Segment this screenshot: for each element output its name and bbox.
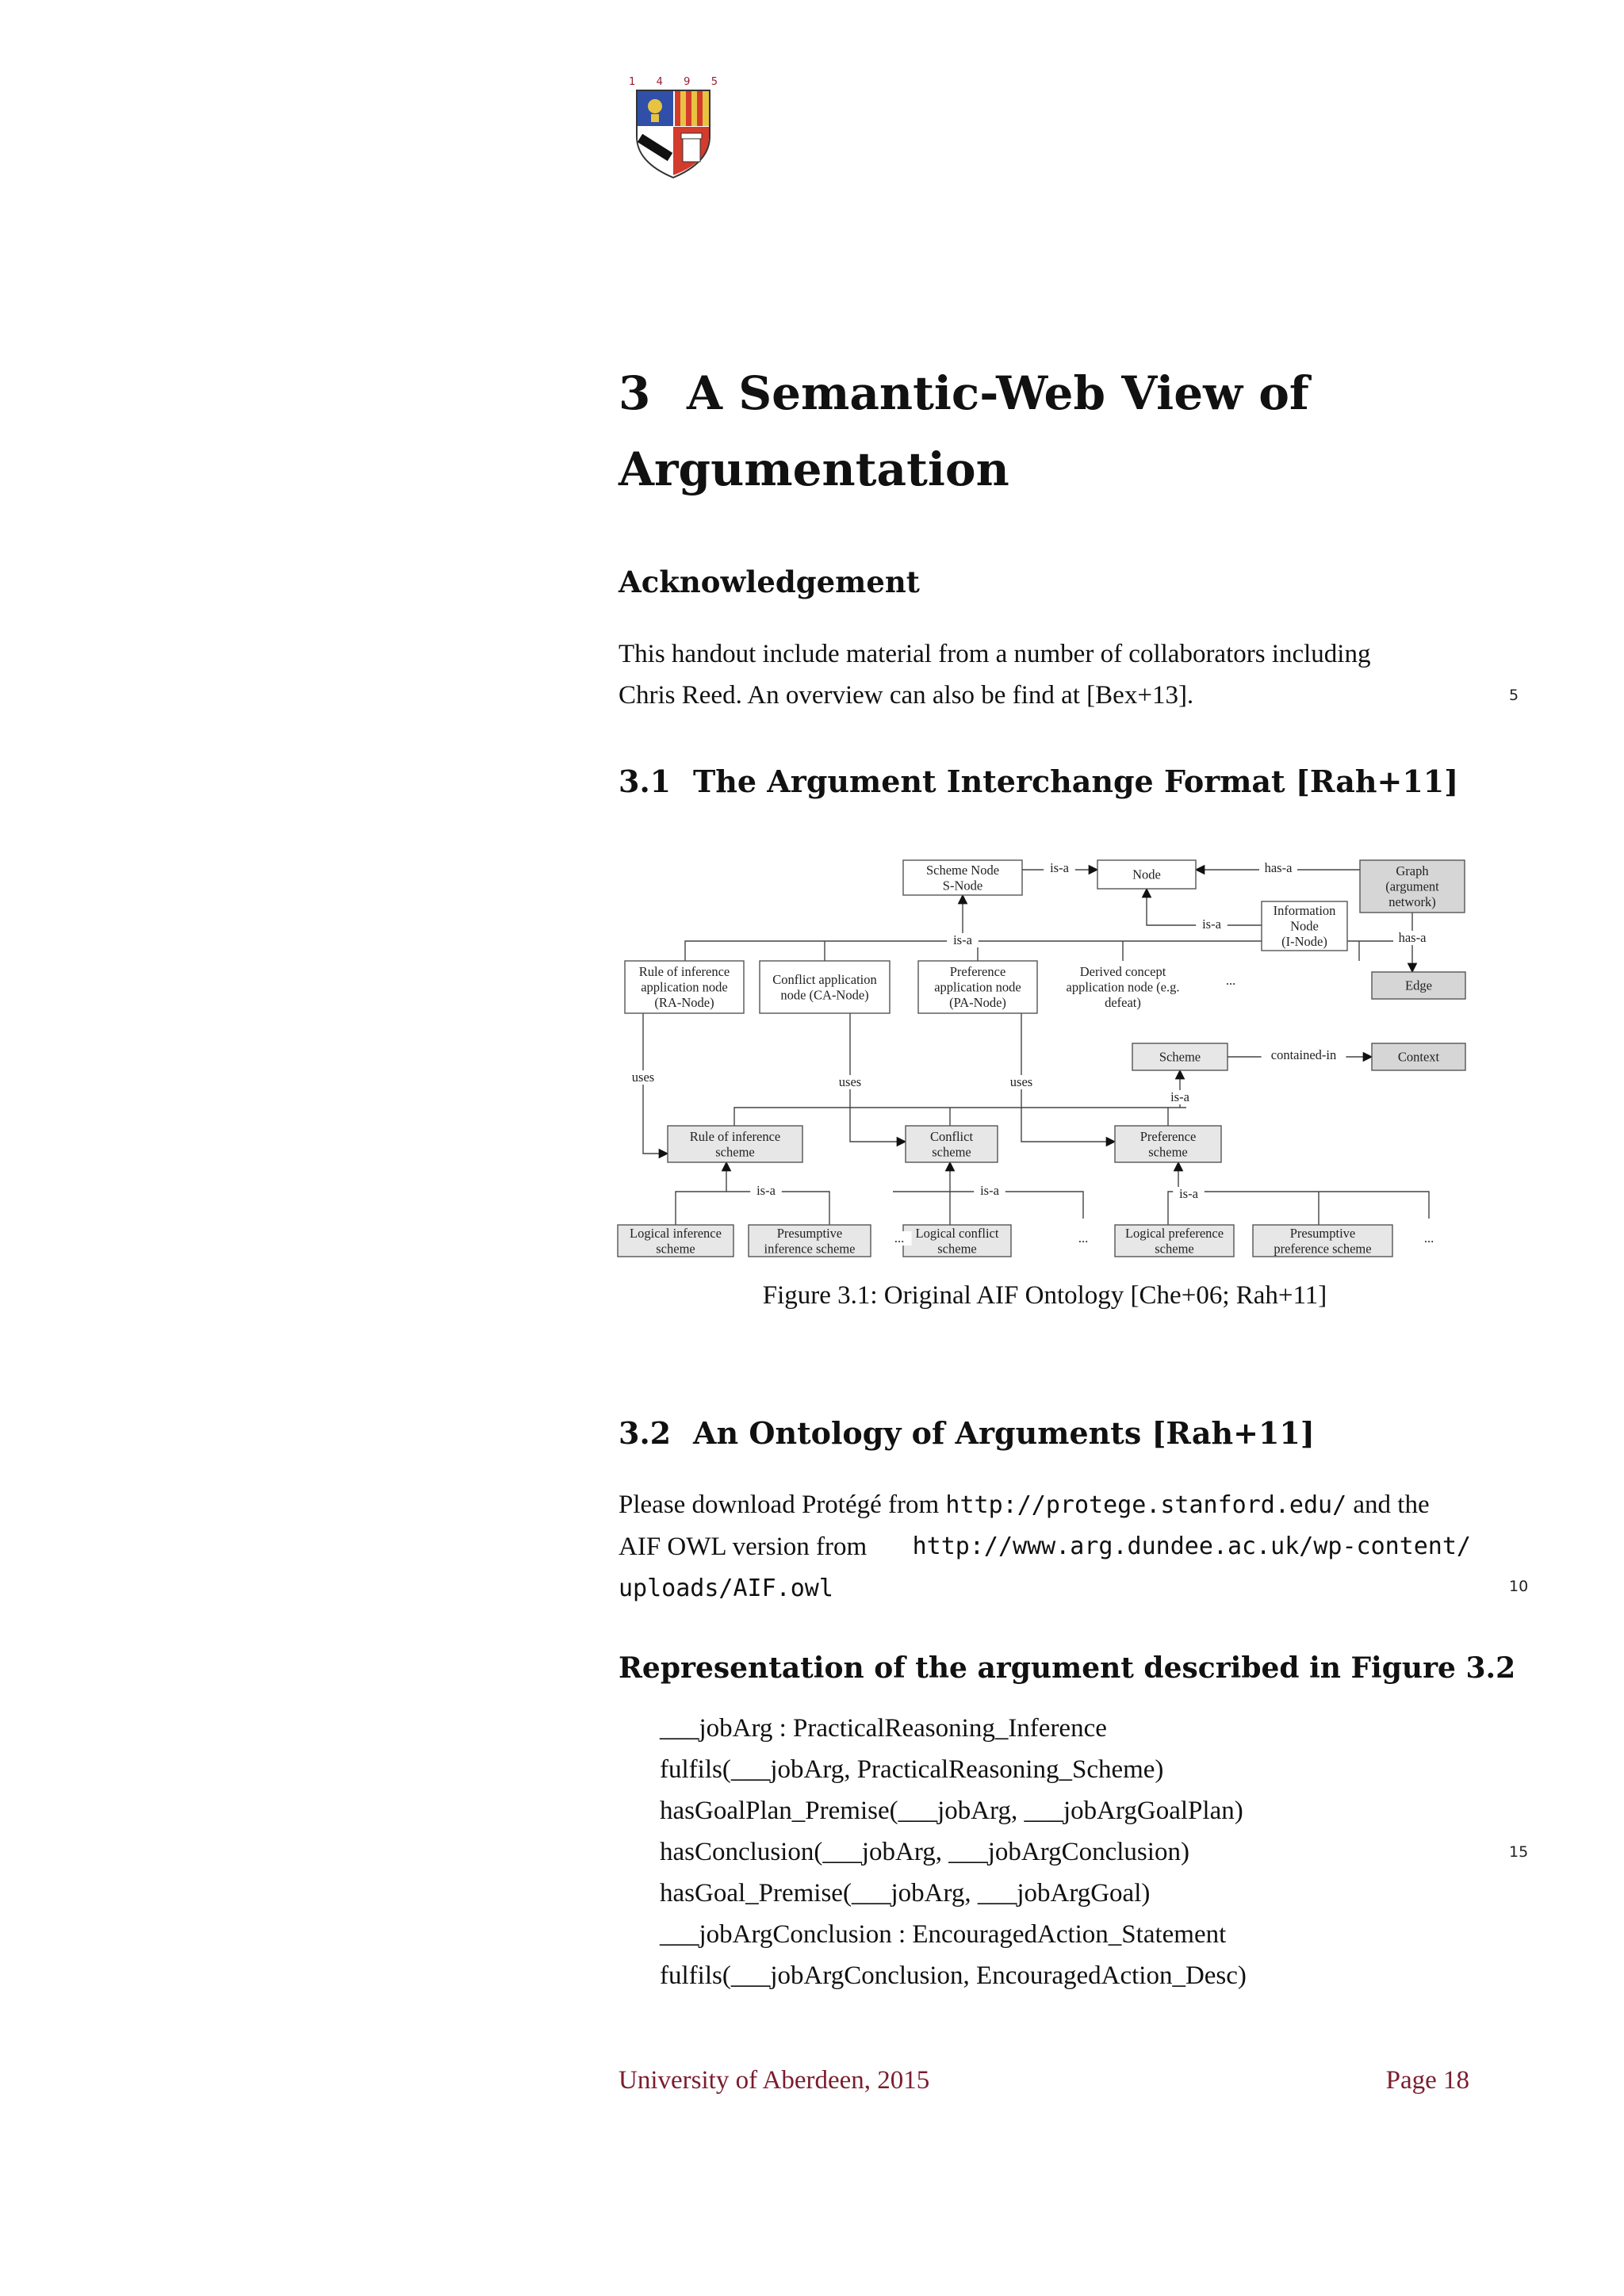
- aif-owl-url-link-cont[interactable]: uploads/AIF.owl: [619, 1575, 833, 1602]
- section-title: The Argument Interchange Format [Rah+11]: [693, 763, 1459, 799]
- diagram-node-text: scheme: [656, 1241, 695, 1257]
- diagram-node-text: network): [1388, 894, 1436, 909]
- diagram-node-conflict-scheme: [906, 1126, 998, 1162]
- diagram-node-text: application node: [641, 979, 728, 995]
- diagram-node-text: application node (e.g.: [1066, 979, 1180, 995]
- diagram-node-scheme: [1132, 1043, 1228, 1070]
- university-crest-logo: [629, 75, 718, 181]
- footer-university: University of Aberdeen, 2015: [619, 2066, 930, 2095]
- diagram-node-logical-conflict: [903, 1225, 1011, 1257]
- diagram-edge-label: uses: [838, 1074, 862, 1089]
- diagram-node-text: Graph: [1396, 863, 1429, 878]
- diagram-connector: [1168, 1192, 1429, 1225]
- section-number: 3.1: [619, 763, 672, 799]
- aif-owl-url-link[interactable]: http://www.arg.dundee.ac.uk/wp-content/: [912, 1533, 1471, 1560]
- representation-line: hasGoal_Premise(___jobArg, ___jobArgGoal): [660, 1879, 1151, 1908]
- diagram-node-text: Preference: [949, 964, 1006, 979]
- diagram-node-text: scheme: [937, 1241, 977, 1257]
- diagram-node-ra-node: [625, 961, 744, 1013]
- diagram-node-text: Rule of inference: [638, 964, 730, 979]
- line-number: 10: [1509, 1578, 1529, 1595]
- chapter-number: 3: [619, 366, 651, 420]
- crest-year-digit: 9: [684, 76, 691, 88]
- diagram-node-text: Scheme Node: [925, 862, 1000, 878]
- diagram-node-text: (argument: [1385, 878, 1439, 894]
- diagram-edge-label: has-a: [1398, 930, 1427, 945]
- diagram-node-text: inference scheme: [764, 1241, 856, 1257]
- diagram-node-text: scheme: [715, 1144, 755, 1160]
- diagram-edge-label: is-a: [1050, 860, 1069, 875]
- representation-line: fulfils(___jobArgConclusion, EncouragedAction_Desc): [660, 1961, 1247, 1990]
- diagram-node-text: Presumptive: [1289, 1225, 1356, 1241]
- diagram-edge-label: ...: [1423, 1230, 1434, 1246]
- diagram-node-preference-scheme: [1115, 1126, 1221, 1162]
- diagram-edge-label: ...: [894, 1230, 905, 1246]
- diagram-node-text: Conflict: [929, 1128, 974, 1144]
- aif-ontology-diagram: [615, 852, 1477, 1261]
- download-line1: [619, 1484, 1471, 1526]
- diagram-node-text: Logical inference: [630, 1225, 722, 1241]
- diagram-node-ca-node: [760, 961, 890, 1013]
- diagram-node-text: Preference: [1139, 1128, 1197, 1144]
- diagram-node-node: [1097, 860, 1196, 889]
- download-line2: [619, 1526, 1471, 1567]
- diagram-node-scheme-node: [903, 860, 1022, 895]
- diagram-node-text: node (CA-Node): [780, 987, 869, 1003]
- diagram-node-text: S-Node: [942, 878, 983, 894]
- diagram-node-information-node: [1262, 901, 1347, 951]
- crest-year-digit: 5: [710, 76, 718, 88]
- diagram-connector: [734, 1108, 1186, 1126]
- diagram-node-text: (PA-Node): [949, 995, 1006, 1010]
- diagram-node-text: Logical preference: [1124, 1225, 1224, 1241]
- diagram-node-edge: [1372, 972, 1465, 999]
- line-number: 5: [1509, 687, 1519, 704]
- section-title: An Ontology of Arguments [Rah+11]: [693, 1415, 1315, 1451]
- text-run: Please download Protégé from: [619, 1490, 946, 1519]
- diagram-node-rule-scheme: [668, 1126, 802, 1162]
- protege-url-link[interactable]: http://protege.stanford.edu/: [945, 1491, 1347, 1519]
- acknowledgement-heading: Acknowledgement: [619, 564, 920, 599]
- diagram-node-derived: [1067, 964, 1180, 1010]
- diagram-edge-label: uses: [1009, 1074, 1033, 1089]
- representation-line: ___jobArgConclusion : EncouragedAction_Statement: [660, 1920, 1227, 1949]
- representation-line: hasGoalPlan_Premise(___jobArg, ___jobArgGoalPlan): [660, 1797, 1243, 1825]
- figure-caption: Figure 3.1: Original AIF Ontology [Che+06; Rah+11]: [762, 1281, 1327, 1310]
- diagram-edge-label: uses: [631, 1070, 655, 1085]
- diagram-edge-label: is-a: [1179, 1186, 1198, 1201]
- diagram-edge-label: is-a: [953, 932, 972, 947]
- diagram-node-presumptive-preference: [1253, 1225, 1392, 1257]
- diagram-node-text: Rule of inference: [689, 1128, 781, 1144]
- diagram-node-text: Derived concept: [1079, 964, 1166, 979]
- diagram-node-text: Presumptive: [776, 1225, 843, 1241]
- representation-line: fulfils(___jobArg, PracticalReasoning_Scheme): [660, 1755, 1164, 1784]
- representation-line: hasConclusion(___jobArg, ___jobArgConclusion): [660, 1838, 1189, 1866]
- download-line3: [619, 1567, 1471, 1609]
- diagram-node-text: scheme: [1155, 1241, 1194, 1257]
- diagram-edge-label: ...: [1078, 1230, 1089, 1246]
- line-number: 15: [1509, 1843, 1529, 1861]
- diagram-node-text: Conflict application: [772, 971, 877, 987]
- acknowledgement-line1: This handout include material from a number of collaborators including: [619, 640, 1371, 668]
- diagram-node-text: Node: [1290, 918, 1319, 934]
- diagram-node-text: Scheme: [1159, 1049, 1201, 1065]
- diagram-node-text: (RA-Node): [654, 995, 714, 1010]
- diagram-node-text: defeat): [1105, 995, 1141, 1010]
- diagram-edge-label: is-a: [1202, 916, 1221, 932]
- representation-line: ___jobArg : PracticalReasoning_Inference: [660, 1714, 1107, 1743]
- diagram-node-pa-node: [918, 961, 1037, 1013]
- crest-year-digit: 1: [629, 76, 636, 88]
- diagram-node-text: scheme: [1148, 1144, 1188, 1160]
- diagram-edge-label: ...: [1225, 973, 1236, 988]
- diagram-node-logical-inference: [618, 1225, 733, 1257]
- acknowledgement-paragraph: [619, 633, 1471, 716]
- diagram-edge-label: is-a: [1170, 1089, 1189, 1104]
- text-run: AIF OWL version from: [619, 1533, 868, 1561]
- chapter-title: [619, 355, 1309, 507]
- diagram-node-logical-preference: [1115, 1225, 1234, 1257]
- crest-year-digit: 4: [656, 76, 663, 88]
- diagram-node-text: (I-Node): [1281, 934, 1327, 949]
- diagram-node-text: Logical conflict: [915, 1225, 999, 1241]
- acknowledgement-line2: Chris Reed. An overview can also be find at [Bex+13].: [619, 681, 1194, 710]
- section-heading-3-2: [619, 1414, 1315, 1452]
- footer-page-number: Page 18: [1385, 2066, 1469, 2095]
- diagram-node-text: Edge: [1405, 978, 1432, 993]
- section-number: 3.2: [619, 1415, 672, 1451]
- diagram-node-text: Context: [1397, 1049, 1440, 1065]
- diagram-edge-label: is-a: [756, 1183, 776, 1198]
- diagram-edge-label: is-a: [980, 1183, 999, 1198]
- representation-heading: Representation of the argument described in Figure 3.2: [619, 1651, 1516, 1685]
- diagram-node-presumptive-inference: [749, 1225, 871, 1257]
- diagram-edge-label: has-a: [1264, 860, 1293, 875]
- diagram-node-context: [1372, 1043, 1465, 1070]
- diagram-node-graph: [1360, 860, 1465, 913]
- diagram-node-text: Node: [1132, 867, 1161, 882]
- section-heading-3-1: [619, 763, 1458, 801]
- diagram-node-text: preference scheme: [1274, 1241, 1372, 1257]
- text-run: and the: [1346, 1490, 1430, 1519]
- diagram-edge-label: contained-in: [1270, 1047, 1337, 1062]
- diagram-node-text: scheme: [932, 1144, 971, 1160]
- chapter-title-line2: Argumentation: [619, 442, 1009, 496]
- diagram-node-text: Information: [1273, 903, 1336, 918]
- diagram-node-text: application node: [934, 979, 1021, 995]
- download-paragraph: [619, 1484, 1471, 1609]
- chapter-title-line1: A Semantic-Web View of: [687, 366, 1309, 420]
